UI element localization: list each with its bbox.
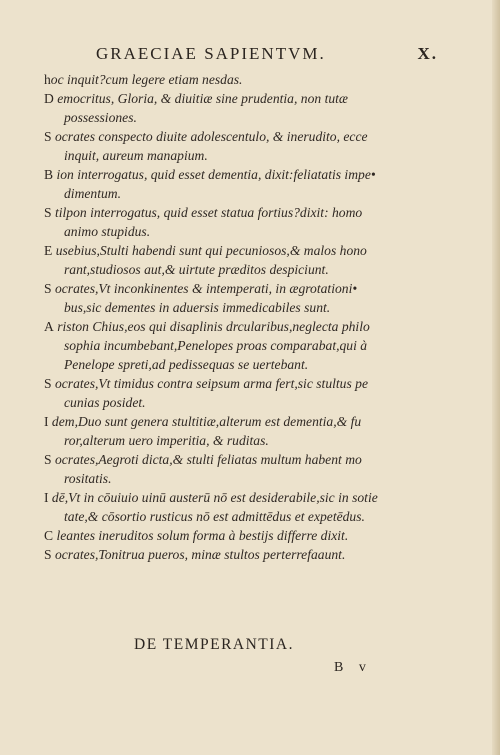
- saying-first-line: S tilpon interrogatus, quid esset statua fortius?dixit: homo: [44, 205, 363, 220]
- saying-entry: [44, 279, 444, 317]
- saying-first-line: B ion interrogatus, quid esset dementia, dixit:feliatatis impe•: [44, 167, 376, 182]
- saying-continuation-line: animo stupidus.: [64, 224, 151, 239]
- saying-continuation-line: bus,sic dementes in aduersis immedicabiles sunt.: [64, 300, 331, 315]
- saying-entry: [44, 526, 444, 545]
- text-body: [44, 70, 444, 564]
- saying-first-line: D emocritus, Gloria, & diuitiæ sine prudentia, non tutæ: [44, 91, 348, 106]
- folio-number: X.: [417, 44, 438, 63]
- saying-first-line: I dem,Duo sunt genera stultitiæ,alterum est dementia,& fu: [44, 414, 362, 429]
- saying-continuation-line: rant,studiosos aut,& uirtute præditos despiciunt.: [64, 262, 329, 277]
- saying-entry: [44, 412, 444, 450]
- saying-first-line: S ocrates,Vt timidus contra seipsum arma fert,sic stultus pe: [44, 376, 368, 391]
- saying-continuation-line: cunias posidet.: [64, 395, 146, 410]
- saying-first-line: I dē,Vt in cōuiuio uinū austerū nō est desiderabile,sic in sotie: [44, 490, 378, 505]
- saying-entry: [44, 89, 444, 127]
- running-title: GRAECIAE SAPIENTVM.: [96, 44, 326, 63]
- saying-first-line: A riston Chius,eos qui disaplinis drcularibus,neglecta philo: [44, 319, 370, 334]
- saying-entry: [44, 70, 444, 89]
- saying-entry: [44, 241, 444, 279]
- saying-first-line: S ocrates,Tonitrua pueros, minæ stultos perterrefaaunt.: [44, 547, 346, 562]
- saying-continuation-line: Penelope spreti,ad pedissequas se uertebant.: [64, 357, 309, 372]
- saying-first-line: E usebius,Stulti habendi sunt qui pecuniosos,& malos hono: [44, 243, 367, 258]
- saying-first-line: hoc inquit?cum legere etiam nesdas.: [44, 72, 243, 87]
- running-header: [96, 44, 438, 66]
- saying-first-line: C leantes ineruditos solum forma à bestijs differre dixit.: [44, 528, 349, 543]
- saying-continuation-line: tate,& cōsortio rusticus nō est admittēdus et expetēdus.: [64, 509, 365, 524]
- saying-continuation-line: inquit, aureum manapium.: [64, 148, 208, 163]
- saying-entry: [44, 165, 444, 203]
- saying-entry: [44, 450, 444, 488]
- signature-mark: B v: [334, 660, 372, 675]
- saying-entry: [44, 203, 444, 241]
- saying-first-line: S ocrates,Vt inconkinentes & intemperati, in ægrotationi•: [44, 281, 358, 296]
- saying-continuation-line: possessiones.: [64, 110, 137, 125]
- saying-first-line: S ocrates,Aegroti dicta,& stulti feliatas multum habent mo: [44, 452, 362, 467]
- saying-entry: [44, 545, 444, 564]
- saying-continuation-line: rositatis.: [64, 471, 112, 486]
- section-heading: DE TEMPERANTIA.: [134, 636, 294, 653]
- saying-entry: [44, 374, 444, 412]
- page-fold-shadow: [492, 0, 500, 755]
- saying-entry: [44, 317, 444, 374]
- saying-entry: [44, 488, 444, 526]
- saying-entry: [44, 127, 444, 165]
- saying-first-line: S ocrates conspecto diuite adolescentulo, & inerudito, ecce: [44, 129, 368, 144]
- saying-continuation-line: dimentum.: [64, 186, 122, 201]
- saying-continuation-line: sophia incumbebant,Penelopes proas comparabat,qui à: [64, 338, 368, 353]
- saying-continuation-line: ror,alterum uero imperitia, & ruditas.: [64, 433, 269, 448]
